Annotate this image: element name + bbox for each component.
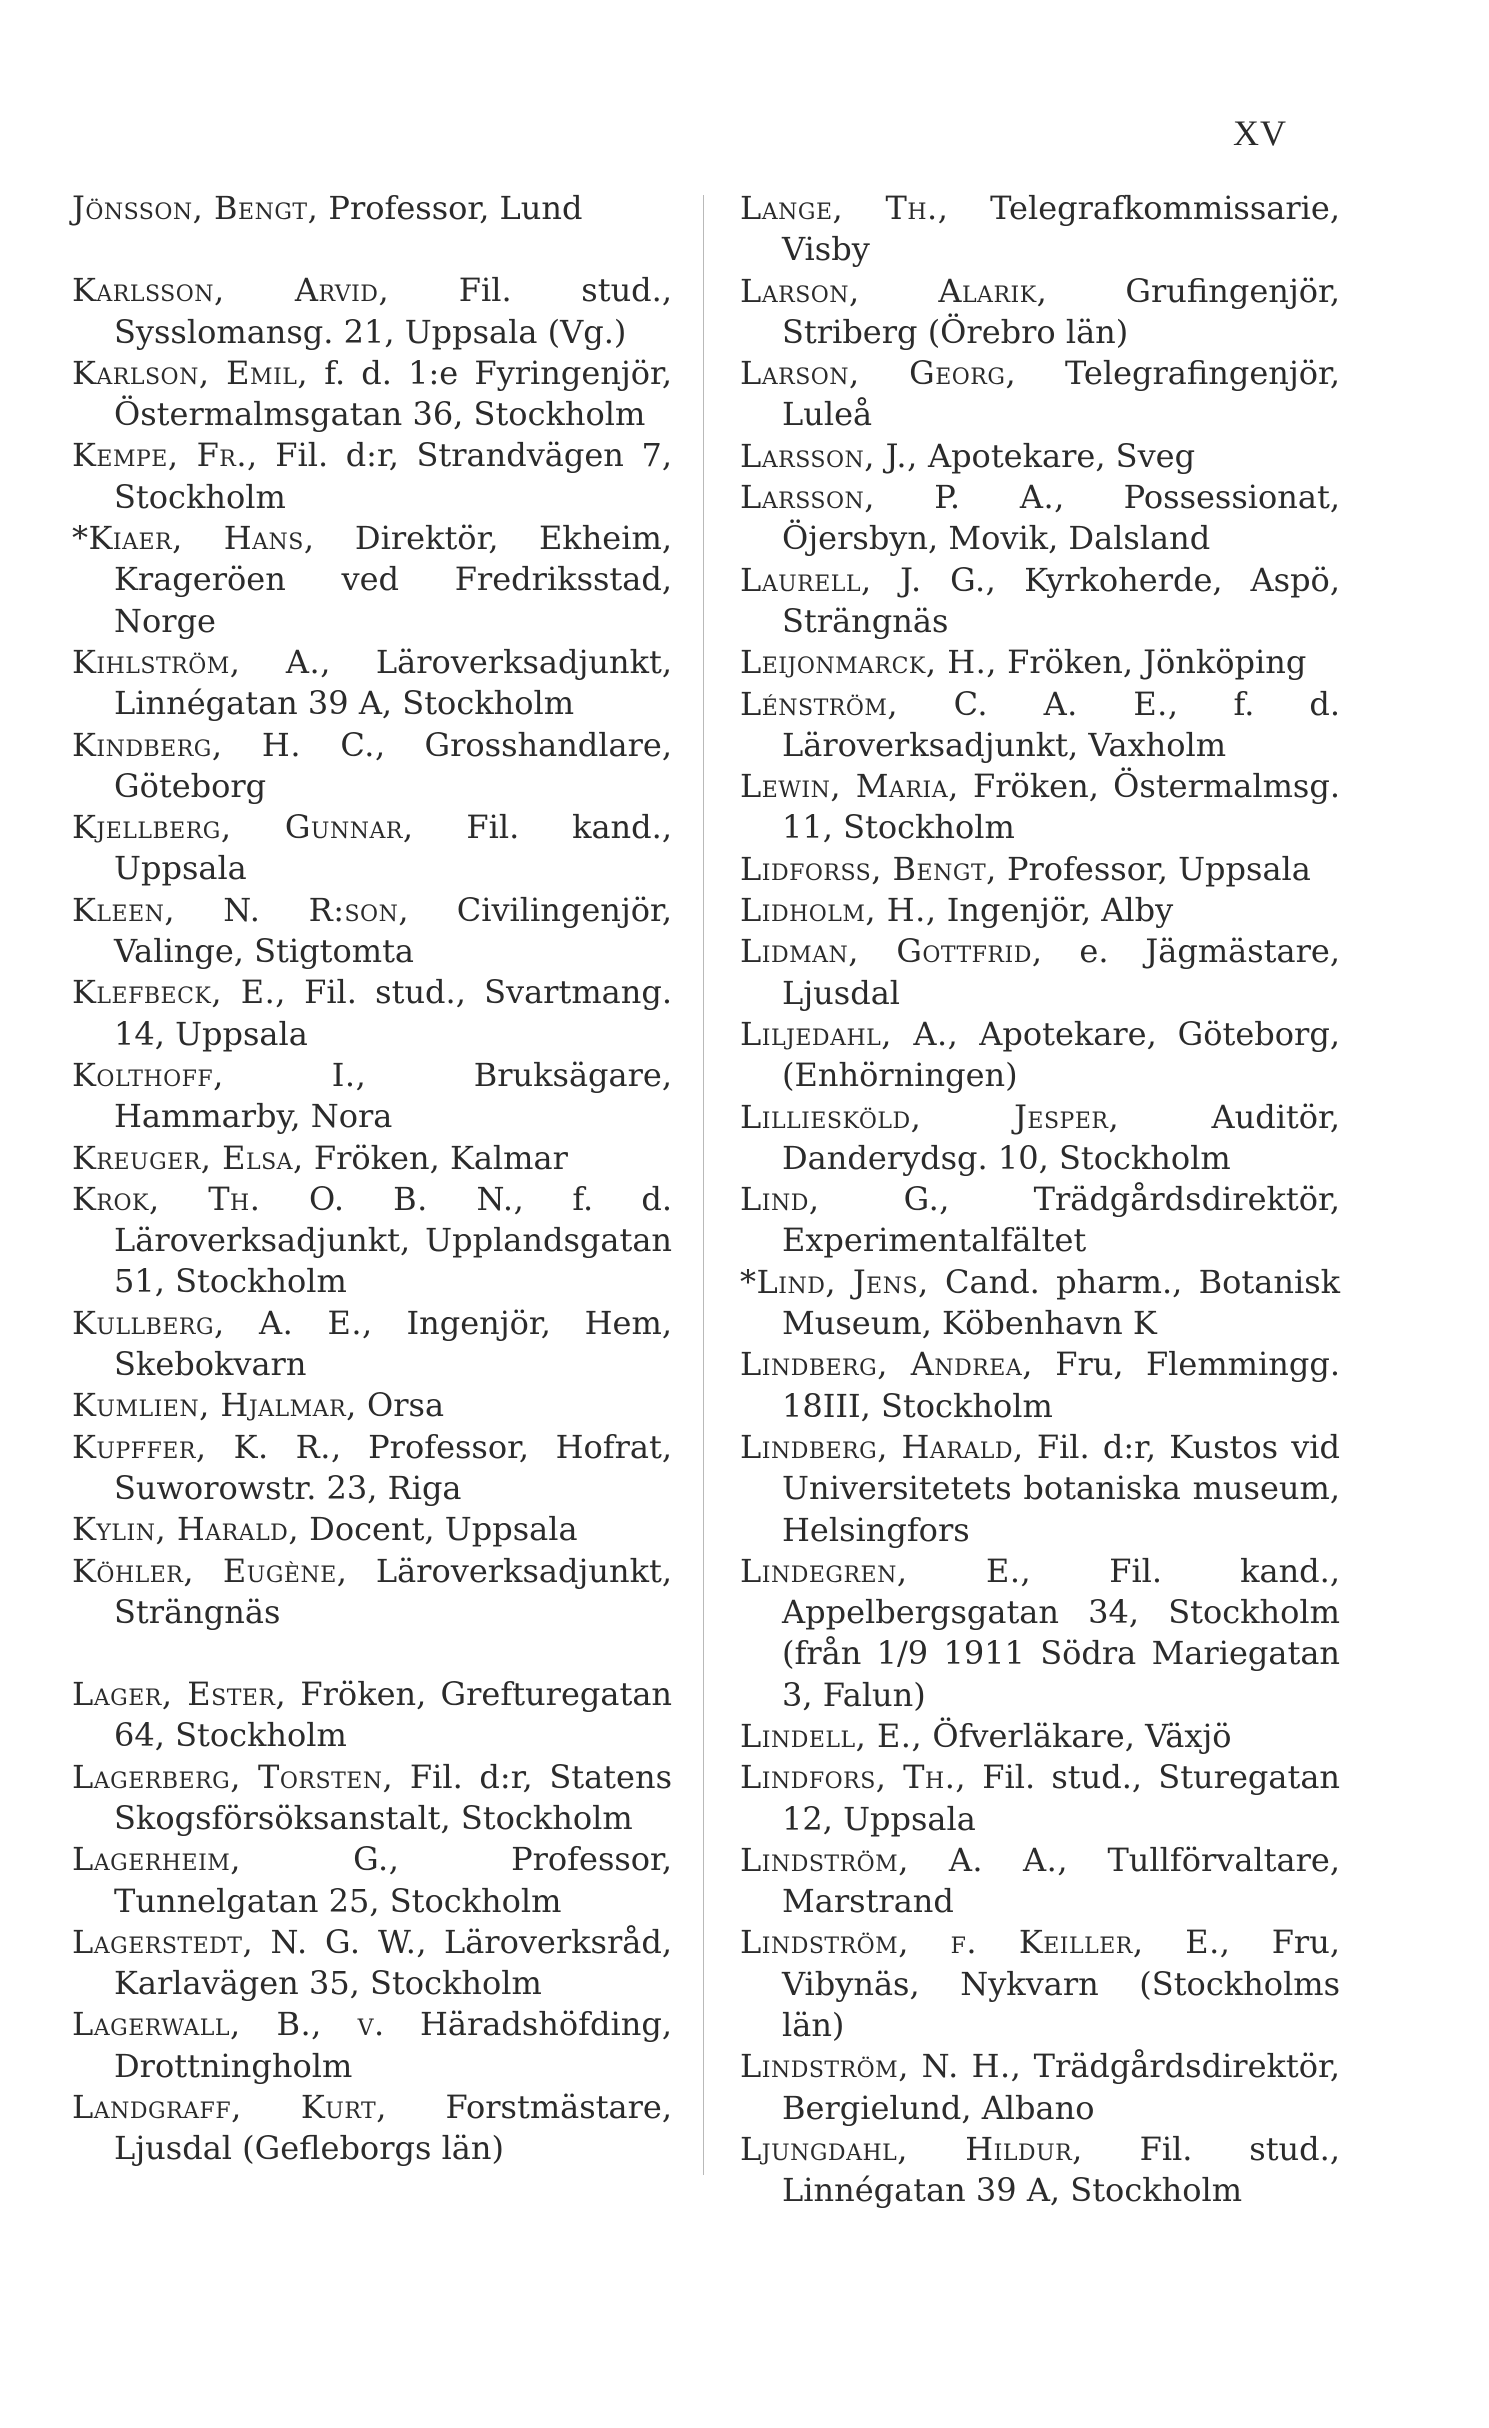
entry-details: Ingenjör, Hem, Skebokvarn [114, 1303, 672, 1384]
entry-name: Lindström, A. A., [740, 1840, 1068, 1879]
entry-details: Fil. d:r, Kustos vid Universitetets botaniska museum, Helsingfors [782, 1427, 1340, 1549]
entry-details: Fru, Vibynäs, Nykvarn (Stockholms län) [782, 1923, 1341, 2045]
entry-name: Kindberg, H. C., [72, 725, 386, 764]
directory-entry [740, 1716, 1340, 1757]
entry-details: Forstmästare, Ljusdal (Gefleborgs län) [114, 2088, 672, 2168]
entry-name: Karlson, Emil, [72, 353, 309, 392]
entry-name: Lager, Ester, [72, 1675, 287, 1714]
section-gap [72, 1633, 672, 1674]
entry-name: Lindfors, Th., [740, 1758, 967, 1797]
directory-entry [740, 1344, 1340, 1427]
entry-details: Ingenjör, Alby [936, 891, 1174, 930]
entry-details: Professor, Lund [318, 189, 583, 227]
entry-name: Lindegren, E., [740, 1551, 1032, 1590]
entry-details: Telegrafkommissarie, Visby [782, 189, 1340, 269]
entry-details: Fröken, Östermalmsg. 11, Stockholm [782, 767, 1340, 847]
entry-details: Auditör, Danderydsg. 10, Stockholm [782, 1097, 1341, 1177]
right-column [740, 188, 1340, 2212]
entry-name: Lindström, N. H., [740, 2047, 1022, 2086]
entry-details: Docent, Uppsala [299, 1510, 578, 1549]
directory-entry [72, 1179, 672, 1303]
directory-entry [740, 560, 1340, 643]
entry-name: Jönsson, Bengt, [72, 189, 319, 227]
directory-entry [72, 1551, 672, 1634]
entry-name: Köhler, Eugène, [72, 1551, 348, 1590]
entry-name: Karlsson, Arvid, [72, 271, 390, 310]
entry-details: Cand. pharm., Botanisk Museum, Köbenhavn K [782, 1262, 1340, 1343]
directory-entry [740, 2129, 1340, 2212]
entry-details: Läroverksråd, Karlavägen 35, Stockholm [114, 1922, 673, 2003]
entry-details: Kyrkoherde, Aspö, Strängnäs [782, 560, 1340, 640]
directory-entry [72, 642, 672, 725]
entry-details: Apotekare, Göteborg, (Enhörningen) [782, 1014, 1340, 1095]
entry-details: Professor, Hofrat, Suworowstr. 23, Riga [114, 1427, 673, 1507]
entry-details: Öfverläkare, Växjö [922, 1716, 1232, 1755]
entry-details: Apotekare, Sveg [917, 436, 1196, 475]
column-divider [703, 195, 704, 2175]
directory-entry [72, 270, 672, 353]
entry-name: Kupffer, K. R., [72, 1427, 342, 1466]
entry-name: Kreuger, Elsa, [72, 1138, 304, 1177]
entry-details: Grufingenjör, Striberg (Örebro län) [782, 271, 1341, 351]
entry-details: Fru, Flemmingg. 18III, Stockholm [782, 1345, 1340, 1425]
directory-entry [740, 271, 1340, 354]
directory-entry [740, 1097, 1340, 1180]
entry-name: Kleen, N. R:son, [72, 890, 410, 929]
entry-details: Tullförvaltare, Marstrand [782, 1840, 1341, 1921]
entry-name: Kolthoff, I., [72, 1055, 367, 1094]
entry-name: Kylin, Harald, [72, 1510, 299, 1549]
directory-entry [72, 353, 672, 436]
entry-details: Läroverksadjunkt, Strängnäs [114, 1551, 672, 1631]
section-gap [72, 229, 672, 270]
entry-name: Lilliesköld, Jesper, [740, 1097, 1120, 1136]
entry-name: Lindberg, Andrea, [740, 1345, 1033, 1384]
directory-entry [740, 766, 1340, 849]
directory-entry [72, 1839, 672, 1922]
directory-entry [72, 2004, 672, 2087]
directory-entry [740, 931, 1340, 1014]
entry-name: Kumlien, Hjalmar, [72, 1386, 357, 1425]
entry-details: Orsa [356, 1386, 445, 1425]
directory-entry [740, 1922, 1340, 2046]
entry-name: Lange, Th., [740, 189, 949, 227]
directory-entry [740, 436, 1340, 477]
entry-details: Fil. stud., Linnégatan 39 A, Stockholm [782, 2129, 1340, 2210]
entry-name: Lagerheim, G., [72, 1840, 400, 1879]
entry-name: Lindberg, Harald, [740, 1427, 1024, 1466]
entry-name: Lindell, E., [740, 1716, 923, 1755]
entry-details: f. d. Läroverksadjunkt, Vaxholm [782, 684, 1341, 764]
directory-entry [72, 890, 672, 973]
entry-name: Lidman, Gottfrid, [740, 932, 1043, 971]
entry-name: Leijonmarck, H., [740, 643, 997, 682]
directory-entry [740, 642, 1340, 683]
entry-name: Klefbeck, E., [72, 973, 286, 1012]
directory-entry [740, 684, 1340, 767]
entry-name: *Kiaer, Hans, [72, 519, 315, 558]
directory-entry [72, 1303, 672, 1386]
left-column [72, 188, 672, 2170]
entry-details: Civilingenjör, Valinge, Stigtomta [114, 890, 673, 971]
entry-details: Fil. stud., Sturegatan 12, Uppsala [782, 1758, 1341, 1838]
entry-name: Kempe, Fr., [72, 436, 258, 475]
directory-entry [72, 1055, 672, 1138]
entry-details: Häradshöfding, Drottningholm [114, 2005, 672, 2085]
entry-name: Lagerberg, Torsten, [72, 1757, 394, 1796]
directory-entry [72, 1385, 672, 1426]
entry-name: *Lind, Jens, [740, 1262, 929, 1301]
entry-details: Fil. stud., Sysslomansg. 21, Uppsala (Vg.) [114, 271, 672, 351]
entry-name: Larson, Georg, [740, 354, 1017, 393]
entry-details: f. d. 1:e Fyringenjör, Östermalmsgatan 36, Stockholm [114, 353, 672, 434]
directory-entry [72, 1757, 672, 1840]
entry-details: Direktör, Ekheim, Krageröen ved Fredriksstad, Norge [114, 519, 672, 640]
directory-entry [72, 725, 672, 808]
entry-details: Grosshandlare, Göteborg [114, 725, 673, 805]
directory-entry [740, 188, 1340, 271]
entry-name: Larson, Alarik, [740, 271, 1048, 310]
entry-details: Fröken, Kalmar [303, 1138, 568, 1177]
directory-entry [740, 477, 1340, 560]
entry-details: Possessionat, Öjersbyn, Movik, Dalsland [782, 478, 1340, 558]
entry-details: Läroverksadjunkt, Linnégatan 39 A, Stockholm [114, 642, 672, 723]
directory-entry [72, 1674, 672, 1757]
entry-details: Trädgårdsdirektör, Bergielund, Albano [782, 2047, 1341, 2127]
entry-details: e. Jägmästare, Ljusdal [782, 932, 1341, 1012]
entry-name: Lindström, f. Keiller, E., [740, 1923, 1231, 1962]
directory-entry [740, 353, 1340, 436]
entry-name: Liljedahl, A., [740, 1014, 959, 1053]
entry-name: Lidholm, H., [740, 891, 937, 930]
entry-details: Fil. d:r, Strandvägen 7, Stockholm [114, 436, 673, 516]
entry-name: Kihlström, A., [72, 642, 331, 681]
entry-details: Trädgårdsdirektör, Experimentalfältet [782, 1180, 1340, 1260]
entry-details: Fil. kand., Uppsala [114, 808, 672, 888]
entry-name: Lind, G., [740, 1180, 950, 1219]
directory-entry [740, 1014, 1340, 1097]
entry-name: Laurell, J. G., [740, 560, 997, 599]
entry-name: Larsson, P. A., [740, 478, 1065, 517]
directory-entry [72, 1922, 672, 2005]
entry-details: Fröken, Grefturegatan 64, Stockholm [114, 1675, 672, 1755]
directory-entry [740, 1179, 1340, 1262]
directory-entry [740, 1427, 1340, 1551]
entry-name: Lidforss, Bengt, [740, 849, 997, 888]
directory-entry [72, 188, 672, 229]
entry-name: Ljungdahl, Hildur, [740, 2129, 1083, 2168]
directory-entry [740, 1551, 1340, 1716]
directory-entry [740, 1840, 1340, 1923]
directory-entry [740, 890, 1340, 931]
entry-name: Lénström, C. A. E., [740, 684, 1179, 723]
entry-details: Telegrafingenjör, Luleå [782, 354, 1340, 434]
entry-name: Lewin, Maria, [740, 767, 959, 806]
entry-name: Lagerwall, B., v. [72, 2005, 385, 2044]
directory-entry [72, 807, 672, 890]
entry-name: Kjellberg, Gunnar, [72, 808, 414, 847]
entry-details: Fil. d:r, Statens Skogsförsöksanstalt, Stockholm [114, 1757, 673, 1837]
entry-details: f. d. Läroverksadjunkt, Upplandsgatan 51, Stockholm [114, 1179, 672, 1301]
directory-entry [72, 435, 672, 518]
directory-entry [72, 518, 672, 642]
directory-entry [72, 1427, 672, 1510]
directory-entry [740, 849, 1340, 890]
entry-name: Landgraff, Kurt, [72, 2088, 387, 2127]
directory-entry [740, 1757, 1340, 1840]
directory-entry [72, 1509, 672, 1550]
directory-entry [740, 1262, 1340, 1345]
directory-entry [72, 2087, 672, 2170]
entry-details: Professor, Tunnelgatan 25, Stockholm [114, 1840, 672, 1920]
directory-entry [72, 1138, 672, 1179]
entry-name: Lagerstedt, N. G. W., [72, 1922, 428, 1961]
entry-details: Fil. kand., Appelbergsgatan 34, Stockholm (från 1/9 1911 Södra Mariegatan 3, Falun) [782, 1551, 1341, 1714]
page-number: XV [1233, 113, 1287, 153]
entry-name: Kullberg, A. E., [72, 1303, 373, 1342]
entry-details: Professor, Uppsala [996, 849, 1311, 888]
entry-details: Fil. stud., Svartmang. 14, Uppsala [114, 973, 673, 1053]
entry-name: Larsson, J., [740, 436, 918, 475]
entry-details: Bruksägare, Hammarby, Nora [114, 1055, 672, 1136]
entry-name: Krok, Th. O. B. N., [72, 1179, 525, 1218]
entry-details: Fröken, Jönköping [996, 643, 1307, 682]
directory-entry [72, 972, 672, 1055]
directory-entry [740, 2046, 1340, 2129]
